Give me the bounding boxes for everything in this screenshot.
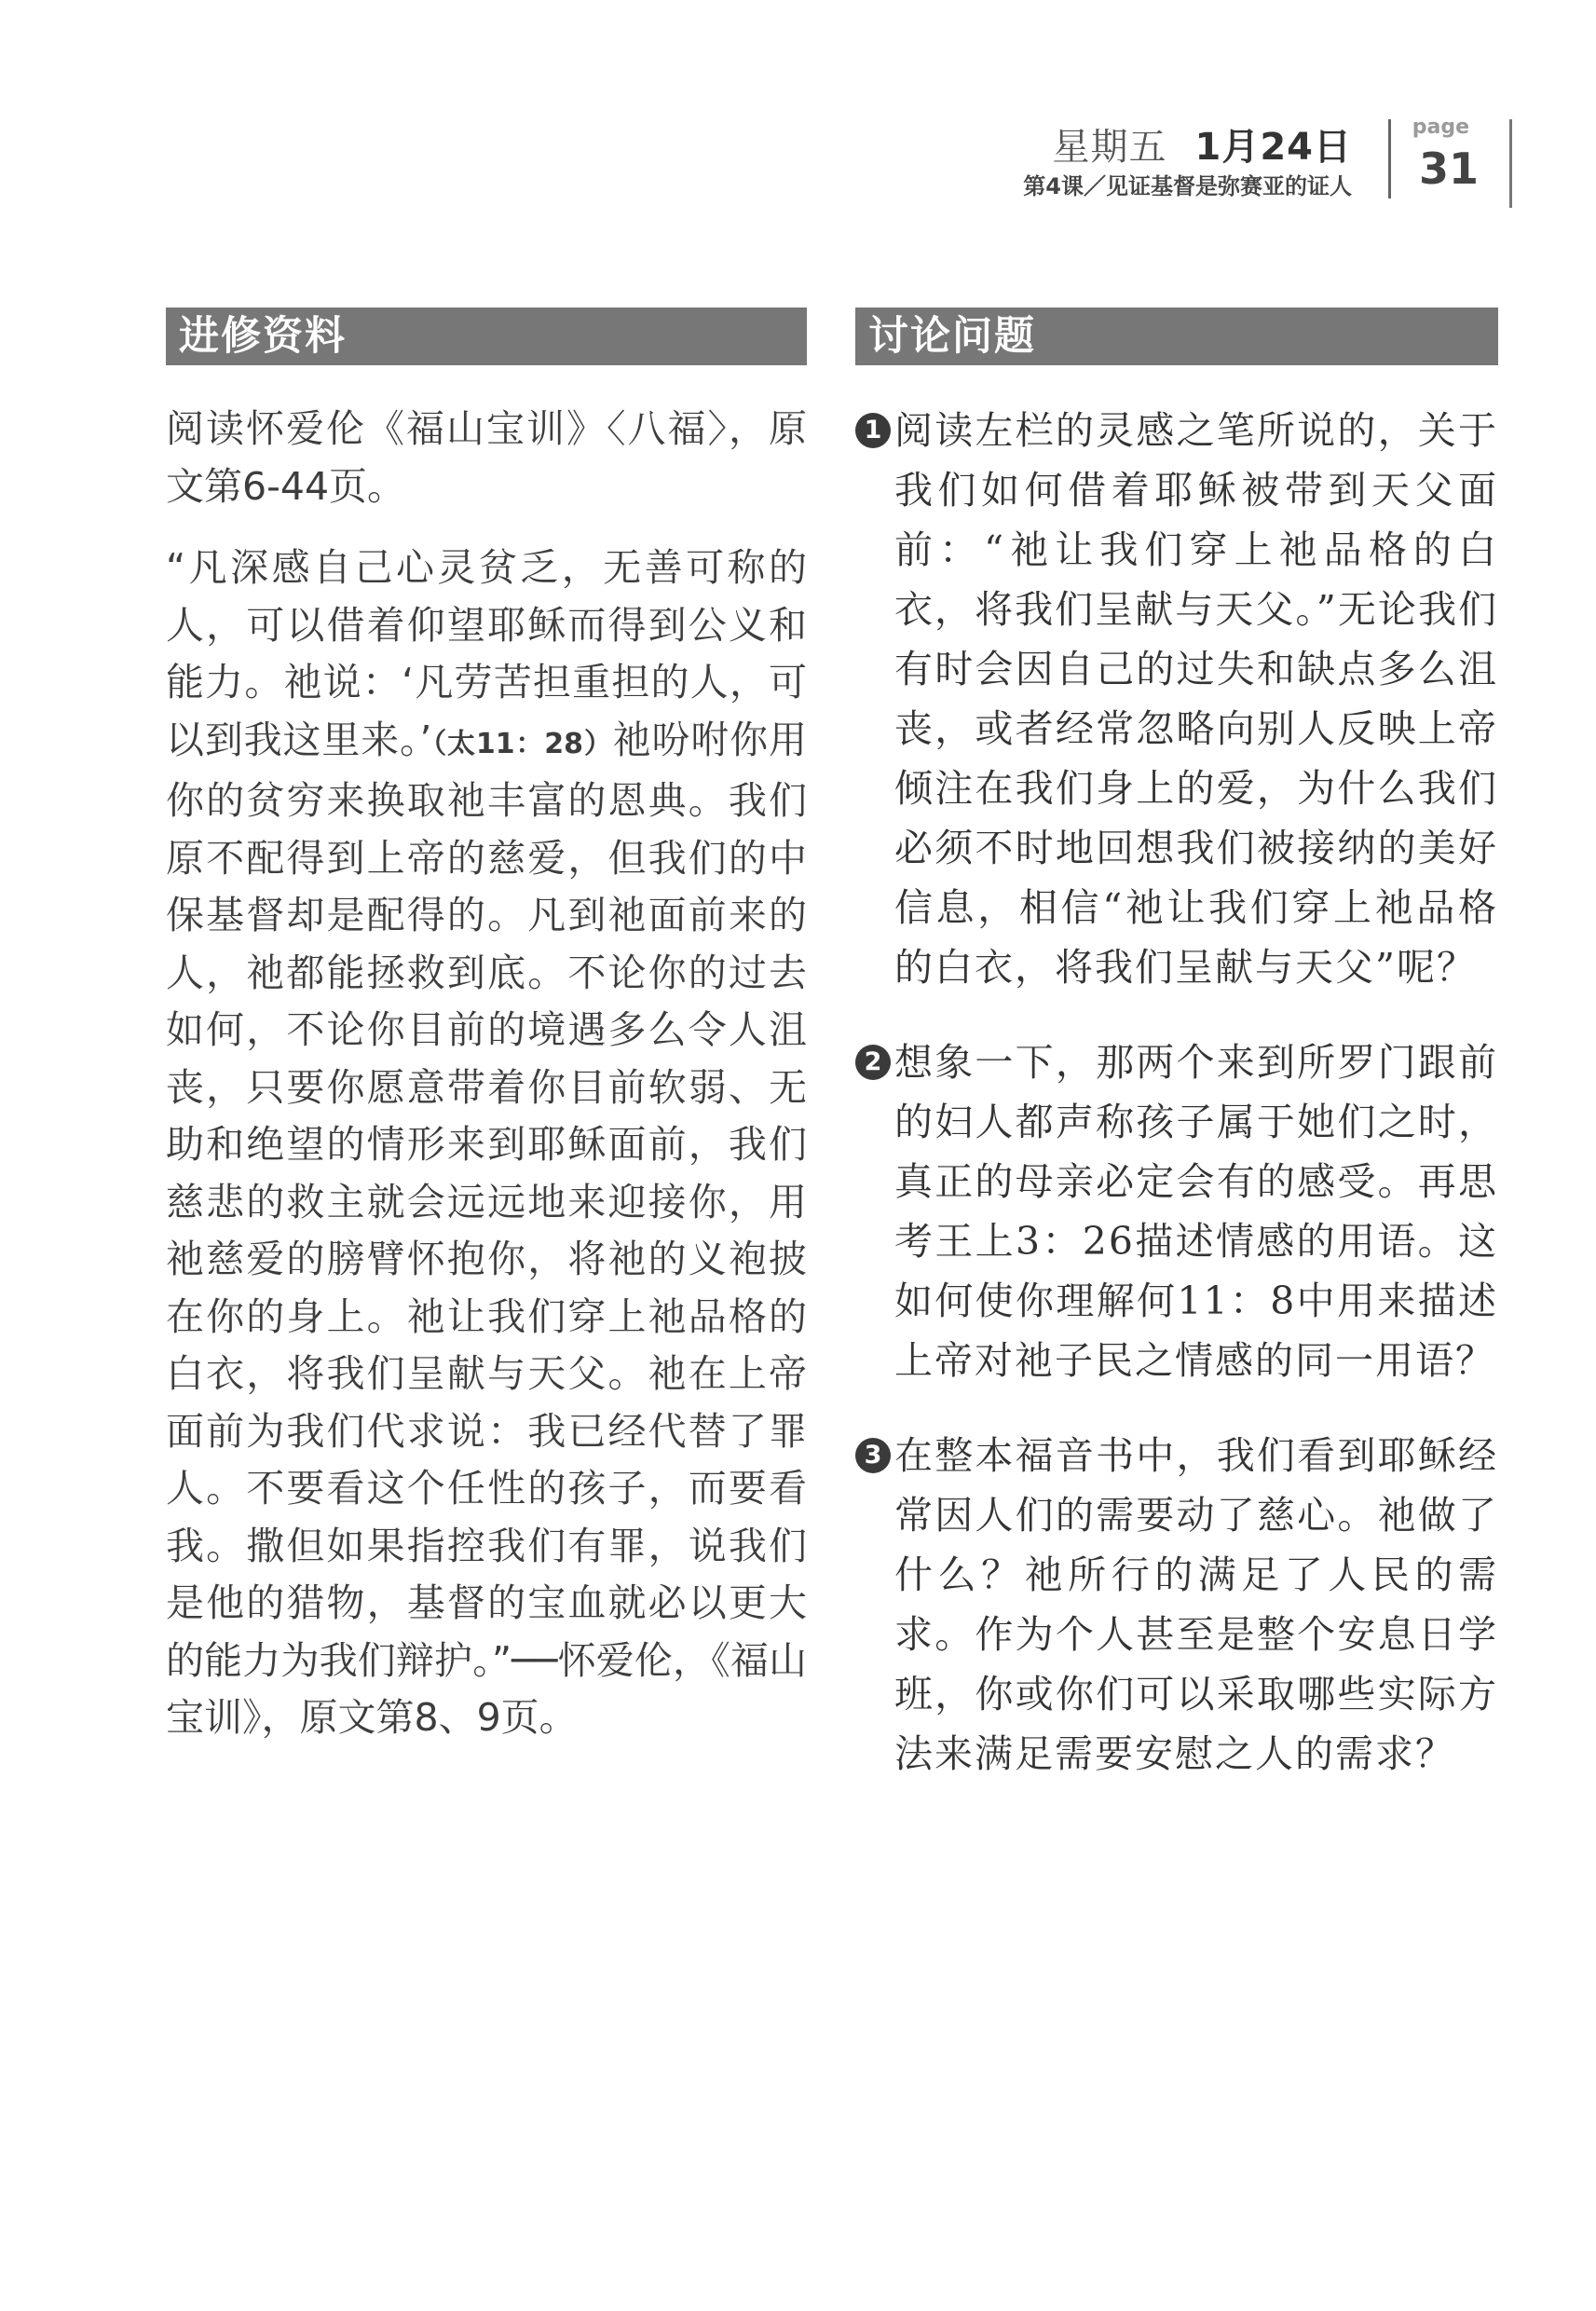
discussion-question <box>855 1032 1498 1390</box>
question-text: 想象一下，那两个来到所罗门跟前的妇人都声称孩子属于她们之时，真正的母亲必定会有的感受。再思考王上3：26描述情感的用语。这如何使你理解何11：8中用来描述上帝对祂子民之情感的同一用语？ <box>894 1040 1498 1383</box>
question-number-badge: 3 <box>855 1438 891 1473</box>
scripture-reference: （太11：28） <box>431 727 613 760</box>
page-header <box>953 110 1512 203</box>
reading-assignment: 阅读怀爱伦《福山宝训》〈八福〉，原文第6-44页。 <box>166 406 807 509</box>
quote-part-1: “凡深感自己心灵贫乏，无善可称的人，可以借着仰望耶稣而得到公义和能力。祂说：‘凡劳苦担重担的人，可以到我这里来。’ <box>166 545 807 762</box>
header-day-date <box>1053 117 1353 171</box>
header-day: 星期五 <box>1052 126 1167 169</box>
discussion-question <box>855 1426 1498 1784</box>
question-text: 阅读左栏的灵感之笔所说的，关于我们如何借着耶稣被带到天父面前：“祂让我们穿上祂品格的白衣，将我们呈献与天父。”无论我们有时会因自己的过失和缺点多么沮丧，或者经常忽略向别人反映上帝倾注在我们身上的爱，为什么我们必须不时地回想我们被接纳的美好信息，相信“祂让我们穿上祂品格的白衣，将我们呈献与天父”呢？ <box>894 408 1498 990</box>
section-title-discussion: 讨论问题 <box>855 308 1498 365</box>
quotation-paragraph <box>166 540 807 1747</box>
header-date: 1月24日 <box>1194 126 1352 169</box>
right-column <box>855 308 1498 1784</box>
question-number-badge: 1 <box>855 413 891 448</box>
quote-part-2: 祂吩咐你用你的贫穷来换取祂丰富的恩典。我们原不配得到上帝的慈爱，但我们的中保基督却是配得的。凡到祂面前来的人，祂都能拯救到底。不论你的过去如何，不论你目前的境遇多么令人沮丧，只要你愿意带着你目前软弱、无助和绝望的情形来到耶稣面前，我们慈悲的救主就会远远地来迎接你，用祂慈爱的膀臂怀抱你，将祂的义袍披在你的身上。祂让我们穿上祂品格的白衣，将我们呈献与天父。祂在上帝面前为我们代求说：我已经代替了罪人。不要看这个任性的孩子，而要看我。撒但如果指控我们有罪，说我们是他的猎物，基督的宝血就必以更大的能力为我们辩护。”──怀爱伦，《福山宝训》，原文第8、9页。 <box>166 717 807 1740</box>
discussion-question <box>855 401 1498 997</box>
question-number-badge: 2 <box>855 1045 891 1080</box>
header-edge-line <box>1509 119 1512 208</box>
question-text: 在整本福音书中，我们看到耶稣经常因人们的需要动了慈心。祂做了什么？祂所行的满足了人民的需求。作为个人甚至是整个安息日学班，你或你们可以采取哪些实际方法来满足需要安慰之人的需求？ <box>894 1433 1498 1776</box>
section-title-further-study: 进修资料 <box>166 308 807 365</box>
page-label: page <box>1412 116 1469 139</box>
header-divider <box>1388 119 1391 198</box>
header-lesson-title: 第4课／见证基督是弥赛亚的证人 <box>1023 173 1352 199</box>
left-column <box>166 308 807 1747</box>
page-number: 31 <box>1418 144 1479 194</box>
